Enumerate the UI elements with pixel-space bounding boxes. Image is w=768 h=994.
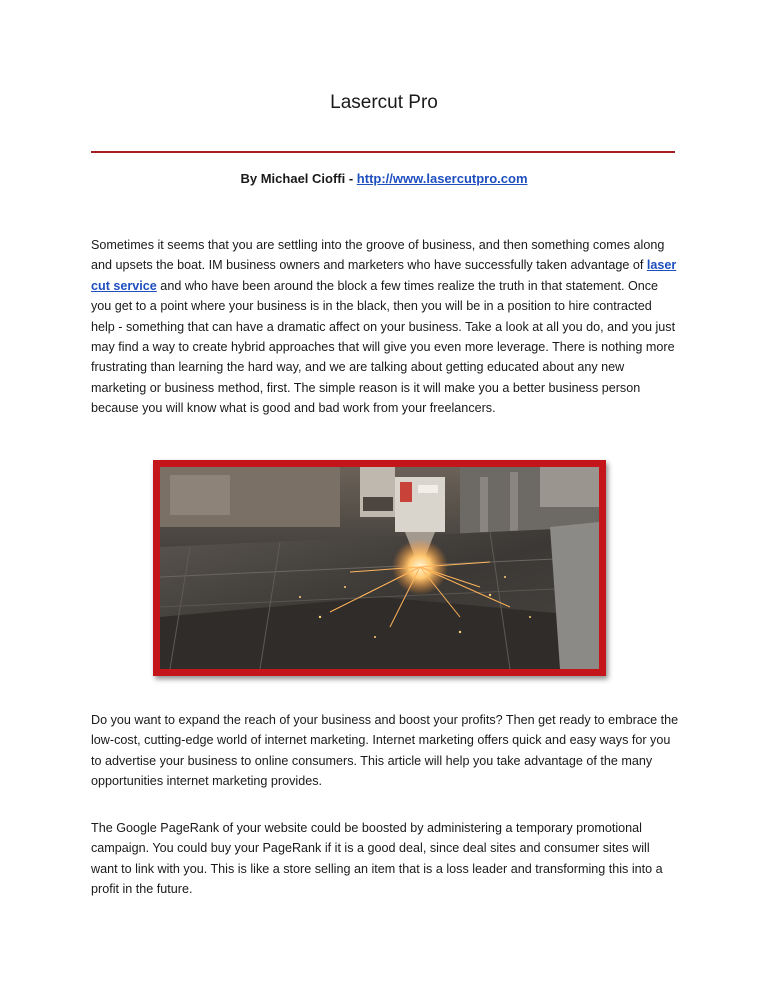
paragraph-1-text-after: and who have been around the block a few times realize the truth in that statement. Once you get to a point where your business is in the black, then you will be in a position to hire contracted help - something that can have a dramatic affect on your business. Take a look at all you do, and you just may find a way to create hybrid approaches that will give you even more leverage. There is nothing more frustrating than learning the hard way, and we are talking about getting educated about any new marketing or business method, first. The simple reason is it will make you a better business person because you will know what is good and bad work from your freelancers.: [91, 278, 676, 416]
byline-prefix: By Michael Cioffi -: [240, 171, 357, 186]
paragraph-1-text-before: Sometimes it seems that you are settling into the groove of business, and then something comes along and upsets the boat. IM business owners and marketers who have successfully taken advantage of: [91, 238, 665, 273]
paragraph-2: Do you want to expand the reach of your business and boost your profits? Then get ready to embrace the low-cost, cutting-edge world of internet marketing. Internet marketing offers quick and easy ways for you to advertise your business to online consumers. This article will help you take advantage of the many opportunities internet marketing provides.: [91, 713, 679, 789]
author-website-link[interactable]: http://www.lasercutpro.com: [356, 171, 528, 186]
laser-cutter-illustration: [160, 467, 599, 669]
laser-cutter-photo: [153, 460, 606, 676]
laser-cut-service-link[interactable]: laser cut service: [91, 258, 677, 293]
paragraph-3: The Google PageRank of your website could be boosted by administering a temporary promotional campaign. You could buy your PageRank if it is a good deal, since deal sites and consumer sites will want to link with you. This is like a store selling an item that is a loss leader and transforming this into a profit in the future.: [91, 821, 663, 897]
title-divider: [91, 151, 675, 153]
byline: [0, 171, 768, 186]
page-title: Lasercut Pro: [330, 92, 438, 113]
paragraph-1: [91, 235, 679, 419]
